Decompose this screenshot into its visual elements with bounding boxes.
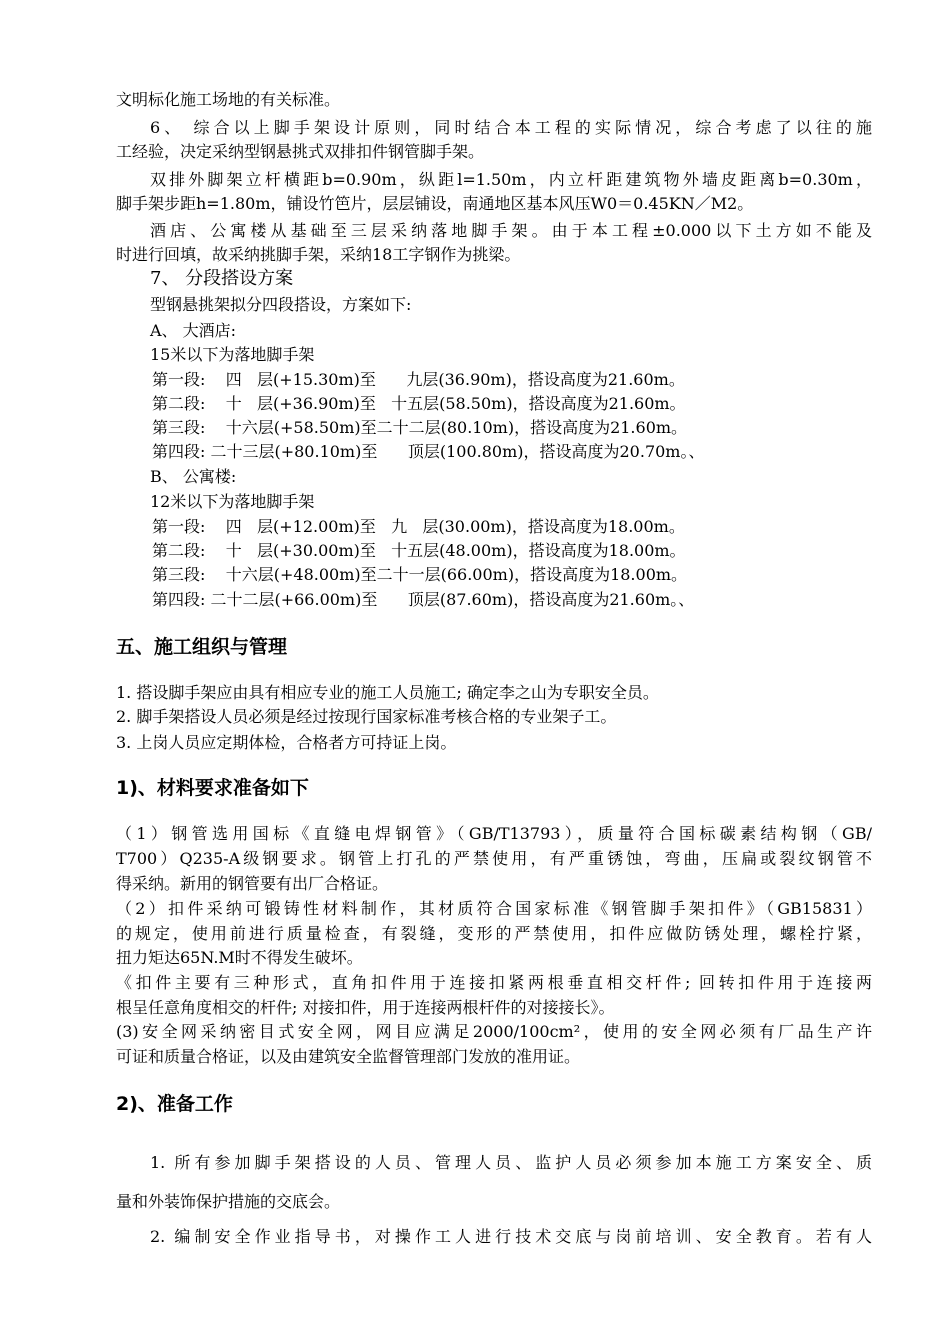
text-line: 《扣件主要有三种形式，直角扣件用于连接扣紧两根垂直相交杆件; 回转扣件用于连接两 [116,973,872,992]
text-line: 文明标化施工场地的有关标准。 [116,90,341,109]
segment-line: 第二段: 十 层(+30.00m)至 十五层(48.00m)，搭设高度为18.00m。 [152,541,686,560]
text-line: 双排外脚架立杆横距b=0.90m，纵距l=1.50m，内立杆距建筑物外墙皮距离b=0.30m， [150,170,872,189]
text-line: （2）扣件采纳可锻铸性材料制作，其材质符合国家标准《钢管脚手架扣件》（GB15831） [116,899,872,918]
text-line: 的规定，使用前进行质量检查，有裂缝，变形的严禁使用，扣件应做防锈处理，螺栓拧紧， [116,924,872,943]
segment-line: 第四段: 二十二层(+66.00m)至 顶层(87.60m)，搭设高度为21.60m。、 [152,590,695,609]
text-line: 根呈任意角度相交的杆件; 对接扣件，用于连接两根杆件的对接接长》。 [116,998,615,1017]
text-line: (3)安全网采纳密目式安全网，网目应满足2000/100cm²，使用的安全网必须有厂品生产许 [116,1022,872,1041]
segment-line: 第一段: 四 层(+15.30m)至 九层(36.90m)，搭设高度为21.60m。 [152,370,685,389]
list-item: 3. 上岗人员应定期体检，合格者方可持证上岗。 [116,733,457,752]
text-line: 酒店、公寓楼从基础至三层采纳落地脚手架。由于本工程±0.000以下土方如不能及 [150,221,872,240]
text-line: T700）Q235-A级钢要求。钢管上打孔的严禁使用，有严重锈蚀，弯曲，压扁或裂纹钢管不 [116,849,872,868]
text-line: 1. 所有参加脚手架搭设的人员、管理人员、监护人员必须参加本施工方案安全、质 [150,1153,872,1172]
subsection-b: B、 公寓楼: [150,467,237,486]
section-5-heading: 五、施工组织与管理 [116,636,288,658]
text-line: （1）钢管选用国标《直缝电焊钢管》（GB/T13793），质量符合国标碳素结构钢（GB/ [116,824,872,843]
text-line: 12米以下为落地脚手架 [150,492,315,511]
segment-line: 第一段: 四 层(+12.00m)至 九 层(30.00m)，搭设高度为18.00m。 [152,517,685,536]
text-line: 脚手架步距h=1.80m，铺设竹笆片，层层铺设，南通地区基本风压W0＝0.45KN／M2。 [116,194,754,213]
segment-line: 第二段: 十 层(+36.90m)至 十五层(58.50m)，搭设高度为21.60m。 [152,394,686,413]
text-line: 15米以下为落地脚手架 [150,345,315,364]
list-item: 1. 搭设脚手架应由具有相应专业的施工人员施工; 确定李之山为专职安全员。 [116,683,659,702]
materials-heading: 1)、材料要求准备如下 [116,777,309,799]
text-line: 量和外装饰保护措施的交底会。 [116,1192,341,1211]
text-line: 型钢悬挑架拟分四段搭设，方案如下: [150,295,412,314]
segment-line: 第四段: 二十三层(+80.10m)至 顶层(100.80m)，搭设高度为20.70m。、 [152,442,705,461]
text-line: 可证和质量合格证，以及由建筑安全监督管理部门发放的准用证。 [116,1047,581,1066]
text-line: 得采纳。新用的钢管要有出厂合格证。 [116,874,389,893]
subsection-a: A、 大酒店: [150,321,237,340]
text-line: 2. 编制安全作业指导书，对操作工人进行技术交底与岗前培训、安全教育。若有人 [150,1227,872,1246]
segment-line: 第三段: 十六层(+48.00m)至二十一层(66.00m)，搭设高度为18.00m。 [152,565,688,584]
text-line: 工经验，决定采纳型钢悬挑式双排扣件钢管脚手架。 [116,142,485,161]
list-item: 2. 脚手架搭设人员必须是经过按现行国家标准考核合格的专业架子工。 [116,707,617,726]
text-line: 扭力矩达65N.M时不得发生破坏。 [116,948,363,967]
text-line: 时进行回填，故采纳挑脚手架，采纳18工字钢作为挑梁。 [116,245,521,264]
segment-line: 第三段: 十六层(+58.50m)至二十二层(80.10m)，搭设高度为21.60m。 [152,418,688,437]
preparation-heading: 2)、准备工作 [116,1093,233,1115]
section-7-heading: 7、 分段搭设方案 [150,268,294,289]
item-6-line1: 6、 综合以上脚手架设计原则，同时结合本工程的实际情况，综合考虑了以往的施 [150,118,872,137]
